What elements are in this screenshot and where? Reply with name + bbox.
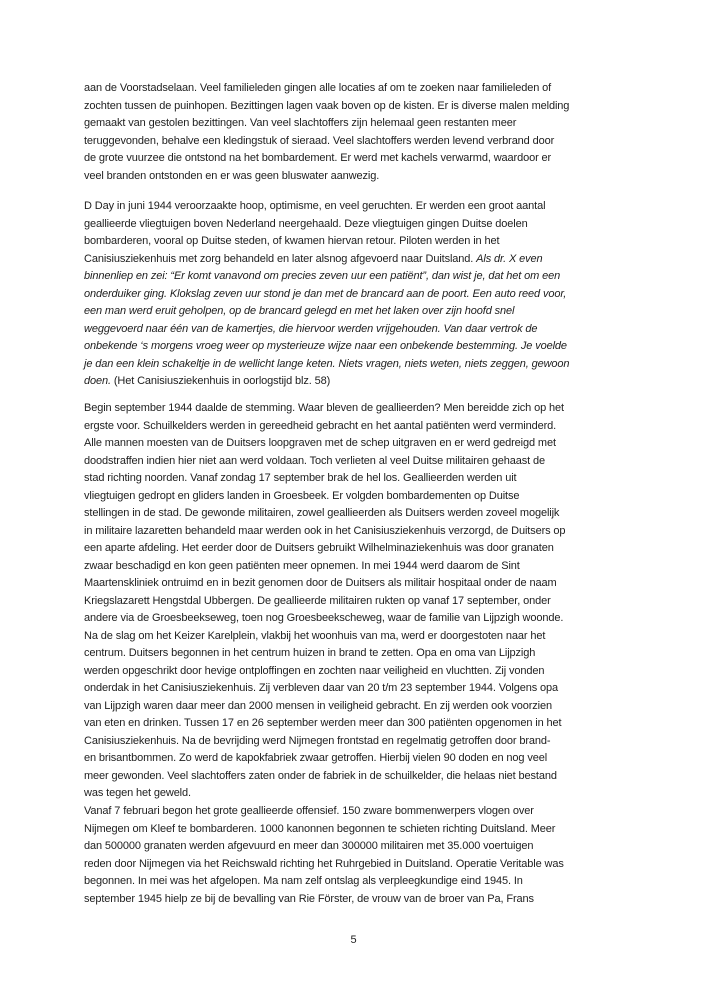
text-line — [84, 453, 644, 471]
quote-italic-segment: je dan een klein schakeltje in de wellicht lange keten. Niets vragen, niets weten, niets zeggen, gewoon — [84, 357, 570, 370]
text-line — [84, 373, 644, 391]
text-segment: zwaar beschadigd en kon geen patiënten meer opnemen. In mei 1944 werd daarom de Sint — [84, 559, 520, 572]
text-segment: Vanaf 7 februari begon het grote geallieerde offensief. 150 zware bommenwerpers vlogen over — [84, 805, 534, 817]
paragraph — [84, 803, 644, 908]
text-segment: geallieerde vliegtuigen boven Nederland neergehaald. Deze vliegtuigen gingen Duitse doelen — [84, 217, 528, 230]
quote-italic-segment: Als dr. X even — [476, 252, 543, 265]
text-segment: onderdak in het Canisiusziekenhuis. Zij verbleven daar van 20 t/m 23 september 1944. Volgens opa — [84, 682, 559, 694]
text-line — [84, 523, 644, 541]
text-line — [84, 98, 644, 116]
text-segment: Maartenskliniek ontruimd en in bezit genomen door de Duitsers als militair hospitaal onder de naam — [84, 577, 557, 589]
text-line — [84, 628, 644, 646]
text-segment: van Lijpzigh waren daar meer dan 2000 mensen in veiligheid gebracht. En zij werden ook voorzien — [84, 699, 552, 712]
text-line — [84, 216, 644, 234]
text-segment: van eten en drinken. Tussen 17 en 26 september werden meer dan 300 patiënten opgenomen in het — [84, 717, 562, 729]
text-segment: Begin september 1944 daalde de stemming. Waar bleven de geallieerden? Men bereidde zich op het — [84, 402, 564, 414]
text-segment: meer gewonden. Veel slachtoffers zaten onder de fabriek in de schuilkelder, die helaas niet bestand — [84, 769, 557, 782]
text-segment: Nijmegen om Kleef te bombarderen. 1000 kanonnen begonnen te schieten richting Duitsland. Meer — [84, 822, 556, 835]
text-line — [84, 150, 644, 168]
text-line — [84, 418, 644, 436]
paragraph — [84, 80, 644, 185]
text-line — [84, 168, 644, 186]
text-segment: stellingen in de stad. De gewonde militairen, zowel geallieerden als Duitsers werden zoveel mogelijk — [84, 507, 560, 519]
text-line — [84, 593, 644, 611]
text-line — [84, 488, 644, 506]
quote-italic-segment: onderduiker ging. Klokslag zeven uur stond je dan met de brancard aan de poort. Een auto reed voor, — [84, 287, 567, 300]
text-segment: september 1945 hielp ze bij de bevalling van Rie Förster, de vrouw van de broer van Pa, Frans — [84, 892, 534, 905]
text-line — [84, 698, 644, 716]
text-segment: D Day in juni 1944 veroorzaakte hoop, optimisme, en veel geruchten. Er werden een groot aantal — [84, 200, 546, 212]
text-segment: centrum. Duitsers begonnen in het centrum huizen in brand te zetten. Opa en oma van Lijpzigh — [84, 647, 536, 659]
text-line — [84, 856, 644, 874]
page-number: 5 — [350, 934, 357, 946]
text-line — [84, 400, 644, 418]
text-line — [84, 470, 644, 488]
text-line — [84, 803, 644, 821]
text-segment: in militaire lazaretten behandeld maar werden ook in het Canisiusziekenhuis verzorgd, de Duitsers op — [84, 524, 566, 537]
text-segment: Na de slag om het Keizer Karelplein, vlakbij het woonhuis van ma, werd er doorgestoten naar het — [84, 629, 546, 642]
paragraph — [84, 198, 644, 391]
text-segment: doodstraffen indien hier niet aan werd voldaan. Toch verlieten al veel Duitse militairen gehaast de — [84, 454, 546, 467]
text-line — [84, 610, 644, 628]
text-line — [84, 838, 644, 856]
text-segment: dan 500000 granaten werden afgevuurd en meer dan 300000 militairen met 35.000 voertuigen — [84, 840, 534, 852]
text-line — [84, 233, 644, 251]
quote-italic-segment: onbekende ‘s morgens vroeg weer op mysterieuze wijze naar een onbekende bestemming. Je voelde — [84, 340, 567, 352]
text-line — [84, 198, 644, 216]
text-segment: veel branden ontstonden en er was geen bluswater aanwezig. — [84, 169, 380, 182]
text-segment: reden door Nijmegen via het Reichswald richting het Ruhrgebied in Duitsland. Operatie Veritable was — [84, 857, 564, 870]
text-line — [84, 891, 644, 909]
text-segment: was tegen het geweld. — [84, 787, 191, 799]
text-line — [84, 286, 644, 304]
text-segment: Alle mannen moesten van de Duitsers loopgraven met de schep uitgraven en er werd gedreigd met — [84, 437, 556, 449]
text-line — [84, 715, 644, 733]
text-line — [84, 115, 644, 133]
text-segment: begonnen. In mei was het afgelopen. Ma nam zelf ontslag als verpleegkundige eind 1945. In — [84, 875, 523, 887]
quote-italic-segment: doen. — [84, 375, 111, 387]
text-segment: zochten tussen de puinhopen. Bezittingen lagen vaak boven op de kisten. Er is diverse malen melding — [84, 99, 570, 112]
text-line — [84, 785, 644, 803]
text-line — [84, 251, 644, 269]
text-line — [84, 505, 644, 523]
text-line — [84, 338, 644, 356]
quote-italic-segment: weggevoerd naar één van de kamertjes, die hiervoor werden vrijgehouden. Van daar vertrok de — [84, 322, 538, 335]
text-line — [84, 133, 644, 151]
text-segment: teruggevonden, behalve een kledingstuk of sieraad. Veel slachtoffers werden levend verbrand door — [84, 134, 555, 147]
text-line — [84, 750, 644, 768]
text-segment: een aparte afdeling. Het eerder door de Duitsers gebruikt Wilhelminaziekenhuis was door granaten — [84, 542, 554, 554]
paragraph — [84, 400, 644, 803]
quote-italic-segment: een man werd eruit geholpen, op de brancard gelegd en met het laken over zijn hoofd snel — [84, 305, 515, 317]
text-line — [84, 663, 644, 681]
text-segment: Canisiusziekenhuis met zorg behandeld en later alsnog afgevoerd naar Duitsland. — [84, 252, 477, 265]
text-line — [84, 80, 644, 98]
text-line — [84, 558, 644, 576]
text-line — [84, 645, 644, 663]
text-line — [84, 821, 644, 839]
text-segment: en brisantbommen. Zo werd de kapokfabriek zwaar getroffen. Hierbij vielen 90 doden en nog veel — [84, 752, 548, 764]
text-segment: aan de Voorstadselaan. Veel familieleden gingen alle locaties af om te zoeken naar familieleden of — [84, 82, 552, 94]
text-line — [84, 873, 644, 891]
text-segment: gemaakt van gestolen bezittingen. Van veel slachtoffers zijn helemaal geen restanten meer — [84, 117, 517, 129]
text-line — [84, 321, 644, 339]
text-segment: stad richting noorden. Vanaf zondag 17 september brak de hel los. Geallieerden werden uit — [84, 472, 517, 484]
text-segment: ergste voor. Schuilkelders werden in gereedheid gebracht en het aantal patiënten werd verminderd. — [84, 419, 557, 432]
text-line — [84, 356, 644, 374]
text-segment: de grote vuurzee die ontstond na het bombardement. Er werd met kachels verwarmd, waardoor er — [84, 152, 552, 164]
text-segment: Canisiusziekenhuis. Na de bevrijding werd Nijmegen frontstad en regelmatig getroffen door brand- — [84, 734, 551, 747]
text-segment: bombarderen, vooral op Duitse steden, of kwamen hiervan retour. Piloten werden in het — [84, 235, 500, 247]
text-segment: andere via de Groesbeekseweg, toen nog Groesbeekscheweg, waar de familie van Lijpzigh woonde. — [84, 612, 564, 624]
text-segment: vliegtuigen gedropt en gliders landen in Groesbeek. Er volgden bombardementen op Duitse — [84, 489, 520, 502]
text-line — [84, 540, 644, 558]
text-line — [84, 768, 644, 786]
text-line — [84, 733, 644, 751]
text-segment: werden opgeschrikt door hevige ontploffingen en zochten naar veiligheid en vluchtten. Zij vonden — [84, 664, 545, 677]
text-line — [84, 303, 644, 321]
text-line — [84, 435, 644, 453]
text-segment: Kriegslazarett Hengstdal Ubbergen. De geallieerde militairen rukten op vanaf 17 september, onder — [84, 594, 551, 607]
text-line — [84, 575, 644, 593]
text-segment: (Het Canisiusziekenhuis in oorlogstijd blz. 58) — [110, 375, 331, 387]
text-line — [84, 680, 644, 698]
text-line — [84, 268, 644, 286]
quote-italic-segment: binnenliep en zei: “Er komt vanavond om precies zeven uur een patiënt”, dan wist je, dat het om een — [84, 270, 561, 282]
